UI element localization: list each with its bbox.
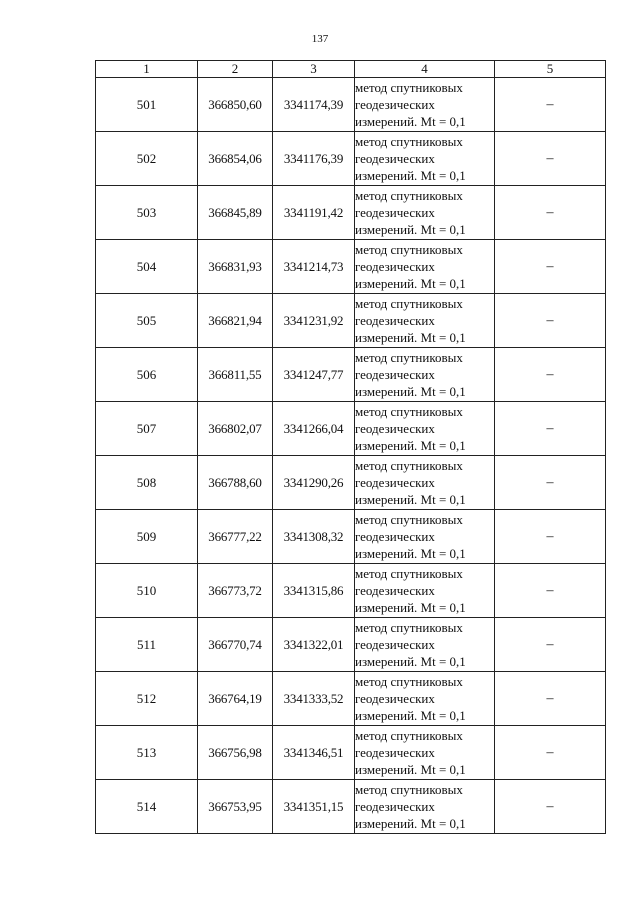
x-coordinate-cell: 366788,60 [198,456,273,510]
table-row [96,564,606,618]
table-row [96,510,606,564]
page-number: 137 [311,33,329,45]
table-row [96,78,606,132]
y-coordinate-cell: 3341191,42 [273,186,355,240]
y-coordinate-cell: 3341290,26 [273,456,355,510]
x-coordinate-cell: 366811,55 [198,348,273,402]
y-coordinate-cell: 3341308,32 [273,510,355,564]
method-line-2: геодезических [355,97,435,112]
method-cell [355,456,495,510]
coordinates-table [95,60,606,834]
method-line-2: геодезических [355,583,435,598]
table-row [96,780,606,834]
point-number-cell: 511 [96,618,198,672]
x-coordinate-cell: 366845,89 [198,186,273,240]
method-line-2: геодезических [355,151,435,166]
method-cell [355,402,495,456]
method-line-2: геодезических [355,313,435,328]
y-coordinate-cell: 3341214,73 [273,240,355,294]
column5-dash-cell: – [495,564,606,618]
method-line-1: метод спутниковых [355,458,463,473]
column5-dash-cell: – [495,456,606,510]
point-number-cell: 512 [96,672,198,726]
method-line-1: метод спутниковых [355,728,463,743]
method-line-2: геодезических [355,367,435,382]
method-line-1: метод спутниковых [355,242,463,257]
point-number-cell: 507 [96,402,198,456]
column5-dash-cell: – [495,672,606,726]
table-row [96,186,606,240]
table-row [96,672,606,726]
method-cell [355,780,495,834]
point-number-cell: 510 [96,564,198,618]
method-cell [355,618,495,672]
method-cell [355,348,495,402]
point-number-cell: 502 [96,132,198,186]
y-coordinate-cell: 3341315,86 [273,564,355,618]
method-line-3: измерений. Mt = 0,1 [355,816,466,831]
point-number-cell: 503 [96,186,198,240]
method-line-2: геодезических [355,637,435,652]
x-coordinate-cell: 366777,22 [198,510,273,564]
method-line-1: метод спутниковых [355,566,463,581]
method-line-3: измерений. Mt = 0,1 [355,492,466,507]
method-line-3: измерений. Mt = 0,1 [355,114,466,129]
point-number-cell: 504 [96,240,198,294]
method-line-1: метод спутниковых [355,404,463,419]
point-number-cell: 505 [96,294,198,348]
point-number-cell: 508 [96,456,198,510]
method-cell [355,186,495,240]
column-header-3: 3 [273,61,355,78]
column5-dash-cell: – [495,186,606,240]
method-line-3: измерений. Mt = 0,1 [355,222,466,237]
y-coordinate-cell: 3341247,77 [273,348,355,402]
point-number-cell: 506 [96,348,198,402]
method-cell [355,672,495,726]
column-header-2: 2 [198,61,273,78]
method-line-2: геодезических [355,529,435,544]
method-line-3: измерений. Mt = 0,1 [355,168,466,183]
point-number-cell: 501 [96,78,198,132]
method-cell [355,510,495,564]
method-line-2: геодезических [355,745,435,760]
column5-dash-cell: – [495,618,606,672]
table-row [96,294,606,348]
x-coordinate-cell: 366831,93 [198,240,273,294]
table-header [96,61,606,78]
x-coordinate-cell: 366821,94 [198,294,273,348]
table-row [96,618,606,672]
method-line-1: метод спутниковых [355,134,463,149]
method-line-3: измерений. Mt = 0,1 [355,600,466,615]
column5-dash-cell: – [495,78,606,132]
x-coordinate-cell: 366802,07 [198,402,273,456]
column-header-5: 5 [495,61,606,78]
column-header-4: 4 [355,61,495,78]
point-number-cell: 514 [96,780,198,834]
method-line-1: метод спутниковых [355,188,463,203]
column5-dash-cell: – [495,726,606,780]
x-coordinate-cell: 366753,95 [198,780,273,834]
method-line-2: геодезических [355,799,435,814]
method-line-3: измерений. Mt = 0,1 [355,762,466,777]
point-number-cell: 509 [96,510,198,564]
column5-dash-cell: – [495,402,606,456]
method-line-1: метод спутниковых [355,674,463,689]
method-cell [355,78,495,132]
header-row [96,61,606,78]
table-row [96,402,606,456]
x-coordinate-cell: 366773,72 [198,564,273,618]
method-cell [355,240,495,294]
y-coordinate-cell: 3341351,15 [273,780,355,834]
table-row [96,726,606,780]
method-line-1: метод спутниковых [355,782,463,797]
column5-dash-cell: – [495,132,606,186]
method-line-3: измерений. Mt = 0,1 [355,276,466,291]
y-coordinate-cell: 3341346,51 [273,726,355,780]
column5-dash-cell: – [495,510,606,564]
method-cell [355,132,495,186]
x-coordinate-cell: 366850,60 [198,78,273,132]
x-coordinate-cell: 366854,06 [198,132,273,186]
x-coordinate-cell: 366770,74 [198,618,273,672]
method-line-2: геодезических [355,259,435,274]
method-line-1: метод спутниковых [355,620,463,635]
method-line-3: измерений. Mt = 0,1 [355,546,466,561]
column5-dash-cell: – [495,780,606,834]
x-coordinate-cell: 366764,19 [198,672,273,726]
y-coordinate-cell: 3341231,92 [273,294,355,348]
table-row [96,456,606,510]
method-line-3: измерений. Mt = 0,1 [355,438,466,453]
method-line-2: геодезических [355,475,435,490]
column-header-1: 1 [96,61,198,78]
table-body [96,78,606,834]
method-line-2: геодезических [355,691,435,706]
method-line-3: измерений. Mt = 0,1 [355,654,466,669]
point-number-cell: 513 [96,726,198,780]
method-line-2: геодезических [355,205,435,220]
y-coordinate-cell: 3341333,52 [273,672,355,726]
method-line-2: геодезических [355,421,435,436]
method-line-1: метод спутниковых [355,80,463,95]
column5-dash-cell: – [495,348,606,402]
method-cell [355,564,495,618]
y-coordinate-cell: 3341174,39 [273,78,355,132]
method-line-1: метод спутниковых [355,296,463,311]
method-line-1: метод спутниковых [355,350,463,365]
y-coordinate-cell: 3341322,01 [273,618,355,672]
table-row [96,240,606,294]
column5-dash-cell: – [495,240,606,294]
table-row [96,348,606,402]
method-line-1: метод спутниковых [355,512,463,527]
method-line-3: измерений. Mt = 0,1 [355,708,466,723]
method-line-3: измерений. Mt = 0,1 [355,330,466,345]
method-cell [355,294,495,348]
column5-dash-cell: – [495,294,606,348]
table-row [96,132,606,186]
method-cell [355,726,495,780]
y-coordinate-cell: 3341266,04 [273,402,355,456]
method-line-3: измерений. Mt = 0,1 [355,384,466,399]
y-coordinate-cell: 3341176,39 [273,132,355,186]
x-coordinate-cell: 366756,98 [198,726,273,780]
